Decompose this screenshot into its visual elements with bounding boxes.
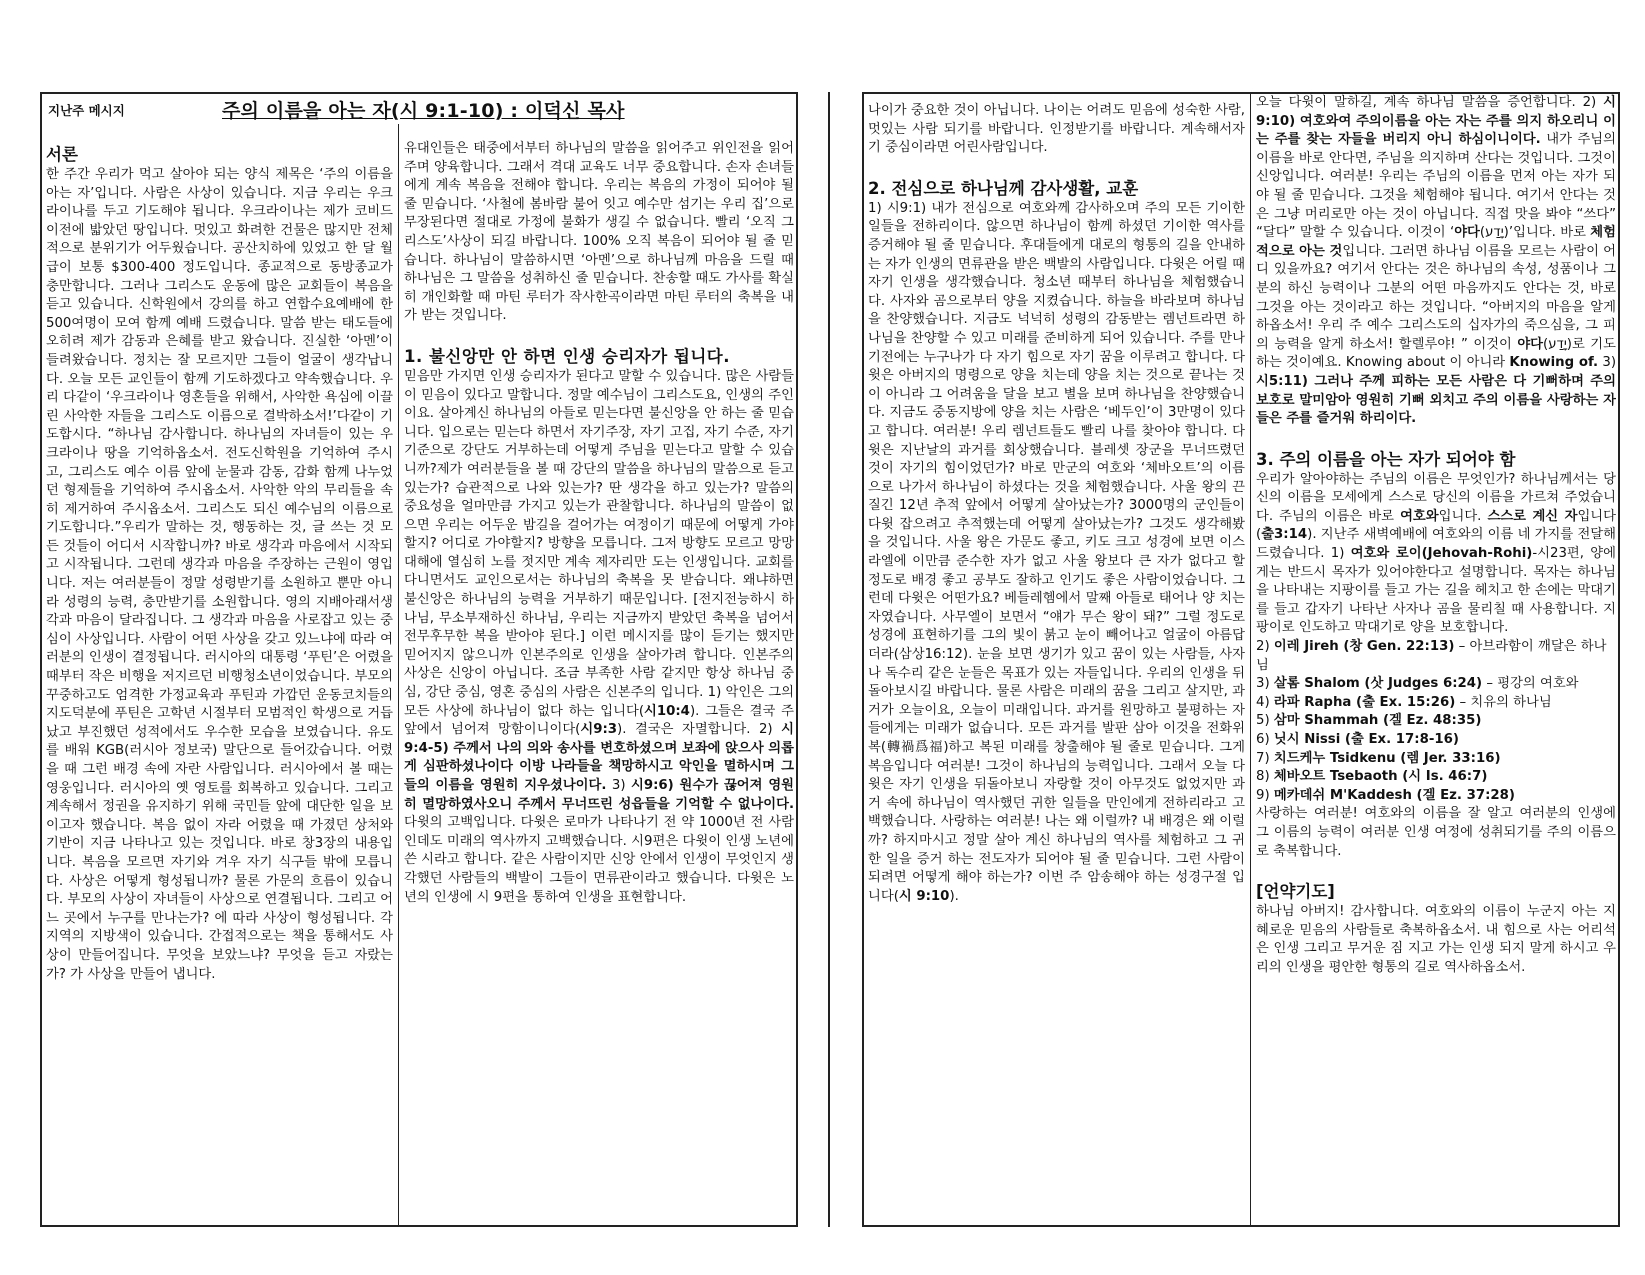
column-4 xyxy=(1256,94,1616,1222)
section1-text: 믿음만 가지면 인생 승리자가 된다고 말할 수 있습니다. 많은 사람들이 믿음이 있다고 말합니다. 정말 예수님이 그리스도요, 인생의 주인이요. 살아계신 하나님의 아들로 믿는다면 불신앙을 안 하는 줄 믿습니다. 입으로는 믿는다 하면서 자기주장, 자기 고집, 자기 수준, 자기 기준으로 강단도 거부하는데 어떻게 주님을 믿는다고 말할 수 있습니까?제가 여러분들을 볼 때 강단의 말씀을 하나님의 말씀으로 듣고 있는가? 습관적으로 나와 있는가? 딴 생각을 하고 있는가? 말씀의 중요성을 얼마만큼 가지고 있는가 관찰합니다. 하나님의 말씀이 없으면 우리는 어두운 밤길을 걸어가는 여정이기 때문에 어떻게 가야할지? 어디로 가야할지? 방향을 모릅니다. 그저 방향도 모르고 망망대해에 열심히 노를 젓지만 계속 제자리만 도는 인생입니다. 교회를 다니면서도 교인으로서는 하나님의 축복을 못 받습니다. 왜냐하면 불신앙은 하나님의 능력을 거부하기 때문입니다. [전지전능하시 하나님, 무소부재하신 하나님, 우리는 지금까지 받았던 축복을 넘어서 전무후무한 복을 받아야 된다.] 이런 메시지를 많이 듣기는 했지만 믿어지지 않으니까 인본주의로 인생을 살아가려 합니다. 인본주의 사상은 신앙이 아닙니다. 조금 부족한 사람 같지만 항상 하나님 중심, 강단 중심, 영혼 중심의 사람은 신본주의 입니다. 1) 악인은 그의 모든 사상에 하나님이 없다 하는 입니다(시10:4). 그들은 결국 주 앞에서 넘어져 망함이니이다(시9:3). 결국은 자멸합니다. 2) 시9:4-5) 주께서 나의 의와 송사를 변호하셨으며 보좌에 앉으사 의롭게 심판하셨나이다 이방 나라들을 책망하시고 악인을 멸하시며 그들의 이름을 영원히 지우셨나이다. 3) 시9:6) 원수가 끊어져 영원히 멸망하였사오니 주께서 무너뜨린 성읍들을 기억할 수 없나이다. 다윗의 고백입니다. 다윗은 로마가 나타나기 전 약 1000년 전 사람인데도 미래의 역사까지 고백했습니다. 시9편은 다윗이 인생 노년에 쓴 시라고 합니다. 같은 사람이지만 신앙 안에서 인생이 무엇인지 생각했던 사람들의 백발이 그들이 면류관이라고 했습니다. 다윗은 노년의 인생에 시 9편을 통하여 인생을 표현합니다. xyxy=(404,368,794,905)
intro-text: 한 주간 우리가 먹고 살아야 되는 양식 제목은 ‘주의 이름을 아는 자’입니다. 사람은 사상이 있습니다. 지금 우리는 우크라이나를 두고 기도해야 됩니다. 우크라이나는 제가 코비드 이전에 밟았던 땅입니다. 멋있고 화려한 건물은 많지만 전체적으로 분위기가 어두웠습니다. 공산치하에 있었고 한 달 월급이 보통 $300-400 정도입니다. 종교적으로 동방종교가 충만합니다. 그러나 그리스도 운동에 많은 교회들이 복음을 듣고 있습니다. 신학원에서 강의를 하고 연합수요예배에 한 500여명이 모여 함께 예배 드렸습니다. 말씀 받는 태도들에 오히려 제가 감동과 은혜를 받고 왔습니다. 진실한 ‘아멘’이 들려왔습니다. 정치는 잘 모르지만 그들이 얼굴이 생각납니다. 오늘 모든 교인들이 함께 기도하겠다고 약속했습니다. 우리 다같이 ‘우크라이나 영혼들을 위해서, 사악한 욕심에 이끌린 사악한 자들을 그리스도 이름으로 결박하소서!’다같이 기도합시다. “하나님 감사합니다. 하나님의 자녀들이 있는 우크라이나 땅을 기억하옵소서. 전도신학원을 기억하여 주시고, 그리스도 예수 이름 앞에 눈물과 감동, 감화 함께 나누었던 형제들을 기억하여 주시옵소서. 사악한 악의 무리들을 속히 제거하여 주시옵소서. 그리스도 되신 예수님의 이름으로 기도합니다.”우리가 말하는 것, 행동하는 것, 글 쓰는 것 모든 것들이 어디서 시작합니까? 바로 생각과 마음에서 시작되고 시작됩니다. 그런데 생각과 마음을 주장하는 근원이 영입니다. 저는 여러분들이 정말 성령받기를 소원하고 뿐만 아니라 성령의 능력, 충만받기를 소원합니다. 영의 지배아래서생각과 마음이 달라집니다. 그 생각과 마음을 사로잡고 있는 중심이 사상입니다. 사람이 어떤 사상을 갖고 있느냐에 따라 여러분의 인생이 결정됩니다. 러시아의 대통령 ‘푸틴’은 어렸을 때부터 작은 비행을 저지르던 비행청소년이었습니다. 부모의 꾸중하고도 엄격한 가정교육과 푸틴과 가깝던 운동코치들의 지도덕분에 푸틴은 고학년 시절부터 모범적인 학생으로 거듭났고 부진했던 성적에서도 우수한 모습을 보였습니다. 유도를 배워 KGB(러시아 정보국) 말단으로 들어갔습니다. 어렸을 때 그런 배경 속에 자란 사람입니다. 러시아에서 볼 때는 영웅입니다. 러시아의 옛 영토를 회복하고 있습니다. 그리고 계속해서 정권을 유지하기 위해 국민들 앞에 대단한 일을 보이고자 했습니다. 복음 없이 자라 어렸을 때 가졌던 상처와 기반이 지금 나타나고 있는 것입니다. 바로 창3장의 내용입니다. 복음을 모르면 자기와 겨우 자기 식구들 밖에 모릅니다. 사상은 어떻게 형성됩니까? 물론 가문의 흐름이 있습니다. 부모의 사상이 자녀들이 사상으로 연결됩니다. 그리고 어느 곳에서 누구를 만나는가? 에 따라 사상이 형성됩니다. 각 지역의 지방색이 있습니다. 간접적으로는 책을 통해서도 사상이 만들어집니다. 무엇을 보았느냐? 무엇을 듣고 자랐는가? 가 사상을 만들어 냅니다. xyxy=(46,167,393,982)
column-2 xyxy=(404,140,794,1224)
names-list xyxy=(1256,638,1616,805)
header-label: 지난주 메시지 xyxy=(48,103,125,118)
section3-closing: 사랑하는 여러분! 여호와의 이름을 잘 알고 여러분의 인생에 그 이름의 능력이 여러분 인생 여정에 성취되기를 주의 이름으로 축복합니다. xyxy=(1256,806,1616,859)
col2-intro-text: 유대인들은 태중에서부터 하나님의 말씀을 읽어주고 위인전을 읽어주며 양육합니다. 그래서 격대 교육도 너무 중요합니다. 손자 손녀들에게 계속 복음을 전해야 합니다. 우리는 복음의 가정이 되어야 될 줄 믿습니다. ‘사철에 봄바람 불어 잇고 예수만 섬기는 우리 집’으로 무장된다면 절대로 가정에 불화가 생길 수 없습니다. 빨리 ‘오직 그리스도’사상이 되길 바랍니다. 100% 오직 복음이 되어야 될 줄 믿습니다. 하나님이 말씀하시면 ‘아멘’으로 하나님께 마음을 드릴 때 하나님은 그 말씀을 성취하신 줄 믿습니다. 찬송할 때도 가사를 확실히 개인화할 때 마틴 루터가 작사한곡이라면 마틴 루터의 축복을 내가 받는 것입니다. xyxy=(404,141,794,324)
right-page xyxy=(862,92,1620,1227)
section2-text: 1) 시9:1) 내가 전심으로 여호와께 감사하오며 주의 모든 기이한일들을 전하리이다. 않으면 하나님이 함께 하셨던 기이한 역사를 증거해야 될 줄 믿습니다. 후대들에게 대로의 형통의 길을 안내하는 자가 인생의 면류관을 받은 백발의 사람입니다. 다윗은 어릴 때 자기 인생을 생각했습니다. 청소년 때부터 하나님을 체험했습니다. 사자와 곰으로부터 양을 지켰습니다. 하늘을 바라보며 하나님을 찬양했습니다. 지금도 넉넉히 성령의 감동받는 렘넌트라면 하나님을 찬양할 수 있고 미래를 준비하게 되어 있습니다. 주를 만나기전에는 누구나가 다 자기 힘으로 자기 꿈을 이루려고 합니다. 다윗은 아버지의 명령으로 양을 치는데 양을 치는 것으로 끝나는 것이 아니라 그 어려움을 달을 보고 별을 보며 하나님을 찬양했습니다. 지금도 중동지방에 양을 치는 사람은 ‘베두인’이 3만명이 있다고 합니다. 여러분! 우리 렘넌트들도 빨리 나를 찾아야 합니다. 다윗은 지난날의 과거를 회상했습니다. 블레셋 장군을 무너뜨렸던 것이 자기의 힘이었던가? 바로 만군의 여호와 ‘체바오트’의 이름으로 나가서 하나님이 하셨다는 것을 체험했습니다. 사울 왕의 끈질긴 12년 추적 앞에서 어떻게 살아났는가? 3000명의 군인들이 다윗 잡으려고 추적했는데 어떻게 살아났는가? 그것도 생각해봤을 것입니다. 사울 왕은 가문도 좋고, 키도 크고 성경에 보면 이스라엘에 이만큼 준수한 자가 없고 사울 왕보다 큰 자가 없다고 할 정도로 배경 좋고 공부도 잘하고 인기도 좋은 사람이었습니다. 그런데 다윗은 어떤가요? 베들레헴에서 말째 아들로 태어나 양 치는 자였습니다. 사무엘이 보면서 “얘가 무슨 왕이 돼?” 그럴 정도로 성경에 표현하기를 그의 빛이 붉고 눈이 빼어나고 얼굴이 아름답더라(삼상16:12). 눈을 보면 생기가 있고 꿈이 있는 사람들, 사자나 독수리 같은 눈들은 목표가 있는 자들입니다. 우리의 인생을 뒤돌아보시길 바랍니다. 물론 사람은 미래의 꿈을 그리고 살지만, 과거가 오늘이요, 오늘이 미래입니다. 과거를 원망하고 불평하는 자들에게는 미래가 없습니다. 모든 과거를 발판 삼아 이것을 전화위복(轉禍爲福)하고 복된 미래를 창출해야 될 줄로 믿습니다. 그게 복음입니다 여러분! 그것이 하나님의 능력입니다. 그래서 오늘 다윗은 자기 인생을 뒤돌아보니 자랑할 것이 아무것도 없었지만 과거 속에 하나님이 역사했던 귀한 일들을 만인에게 전하리라고 고백했습니다. 사랑하는 여러분! 나는 왜 이럴까? 내 배경은 왜 이럴까? 하지마시고 정말 살아 계신 하나님의 역사를 체험하고 그 귀한 일을 증거 하는 전도자가 되어야 될 줄 믿습니다. 그런 사람이 되려면 어떻게 해야 하는가? 이번 주 암송해야 하는 성경구절 입니다(시 9:10). xyxy=(868,200,1245,904)
name-item: 4) 라파 Rapha (출 Ex. 15:26) – 치유의 하나님 xyxy=(1256,694,1552,710)
name-item: 9) 메카데쉬 M'Kaddesh (겔 Ez. 37:28) xyxy=(1256,787,1515,803)
column-divider xyxy=(1250,94,1251,1225)
col4-text: 오늘 다윗이 말하길, 계속 하나님 말씀을 증언합니다. 2) 시9:10) 여호와여 주의이름을 아는 자는 주를 의지 하오리니 이는 주를 찾는 자들을 버리지 아니 하심이니이다. 내가 주님의 이름을 바로 안다면, 주님을 의지하며 산다는 것입니다. 그것이 신앙입니다. 여러분! 우리는 주님의 이름을 먼저 아는 자가 되야 될 줄 믿습니다. 그것을 체험해야 됩니다. 여기서 안다는 것은 그냥 머리로만 아는 것이 아닙니다. 직접 맛을 봐야 “쓰다” “달다” 말할 수 있습니다. 이것이 ‘야다(יָדַע)’입니다. 바로 체험적으로 아는 것입니다. 그러면 하나님 이름을 모르는 사람이 어디 있을까요? 여기서 안다는 것은 하나님의 속성, 성품이나 그분의 하신 능력이나 그분의 어떤 마음까지도 안다는 것, 바로 그것을 아는 것이라고 하는 것입니다. “아버지의 마음을 알게 하옵소서! 우리 주 예수 그리스도의 십자가의 죽으심을, 그 피의 능력을 알게 하소서! 할렐루야! ” 이것이 야다(יָדַע)로 기도하는 것이예요. Knowing about 이 아니라 Knowing of. 3) 시5:11) 그러나 주께 피하는 모든 사람은 다 기뻐하며 주의 보호로 말미암아 영원히 기뻐 외치고 주의 이름을 사랑하는 자들은 주를 즐거워 하리이다. xyxy=(1256,95,1616,427)
column-divider xyxy=(398,124,399,1225)
col3-text: 나이가 중요한 것이 아닙니다. 나이는 어려도 믿음에 성숙한 사람, 멋있는 사람 되기를 바랍니다. 인정받기를 바랍니다. 계속해서자기 중심이라면 어린사람입니다. xyxy=(868,103,1245,156)
name-item: 6) 닛시 Nissi (출 Ex. 17:8-16) xyxy=(1256,732,1459,747)
section2-heading: 2. 전심으로 하나님께 감사생활, 교훈 xyxy=(868,178,1139,198)
section1-heading: 1. 불신앙만 안 하면 인생 승리자가 됩니다. xyxy=(404,346,731,366)
prayer-heading: [언약기도] xyxy=(1256,882,1335,902)
name-item: 3) 살롬 Shalom (삿 Judges 6:24) – 평강의 여호와 xyxy=(1256,676,1579,692)
left-page xyxy=(40,92,798,1227)
name-item: 5) 삼마 Shammah (겔 Ez. 48:35) xyxy=(1256,713,1482,729)
page-divider xyxy=(828,92,830,1227)
column-3 xyxy=(868,102,1245,1222)
section3-heading: 3. 주의 이름을 아는 자가 되어야 함 xyxy=(1256,449,1516,469)
section3-text: 우리가 알아야하는 주님의 이름은 무엇인가? 하나님께서는 당신의 이름을 모세에게 스스로 당신의 이름을 가르쳐 주었습니다. 주님의 이름은 바로 여호와입니다. 스스로 계신 자입니다(출3:14). 지난주 새벽예배에 여호와의 이름 네 가지를 전달해드렸습니다. 1) 여호와 로이(Jehovah-Rohi)-시23편, 양에게는 반드시 목자가 있어야한다고 설명합니다. 목자는 하나님을 나타내는 지팡이를 들고 가는 길을 헤치고 한 손에는 막대기를 들고 갑자기 나타난 사자나 곰을 물리칠 때 사용합니다. 지팡이로 인도하고 막대기로 양을 보호합니다. xyxy=(1256,471,1616,636)
name-item: 8) 체바오트 Tsebaoth (시 Is. 46:7) xyxy=(1256,769,1488,785)
column-1 xyxy=(46,144,393,1224)
name-item: 2) 이레 Jireh (창 Gen. 22:13) – 아브라함이 깨달은 하나님 xyxy=(1256,639,1607,673)
prayer-text: 하나님 아버지! 감사합니다. 여호와의 이름이 누군지 아는 지혜로운 믿음의 사람들로 축복하옵소서. 내 힘으로 사는 어리석은 인생 그리고 무거운 짐 지고 가는 인생 되지 말게 하시고 우리의 인생을 평안한 형통의 길로 역사하옵소서. xyxy=(1256,904,1616,975)
name-item: 7) 치드케누 Tsidkenu (렘 Jer. 33:16) xyxy=(1256,750,1501,766)
sermon-title: 주의 이름을 아는 자(시 9:1-10) : 이덕신 목사 xyxy=(222,100,625,122)
intro-heading: 서론 xyxy=(46,145,78,164)
